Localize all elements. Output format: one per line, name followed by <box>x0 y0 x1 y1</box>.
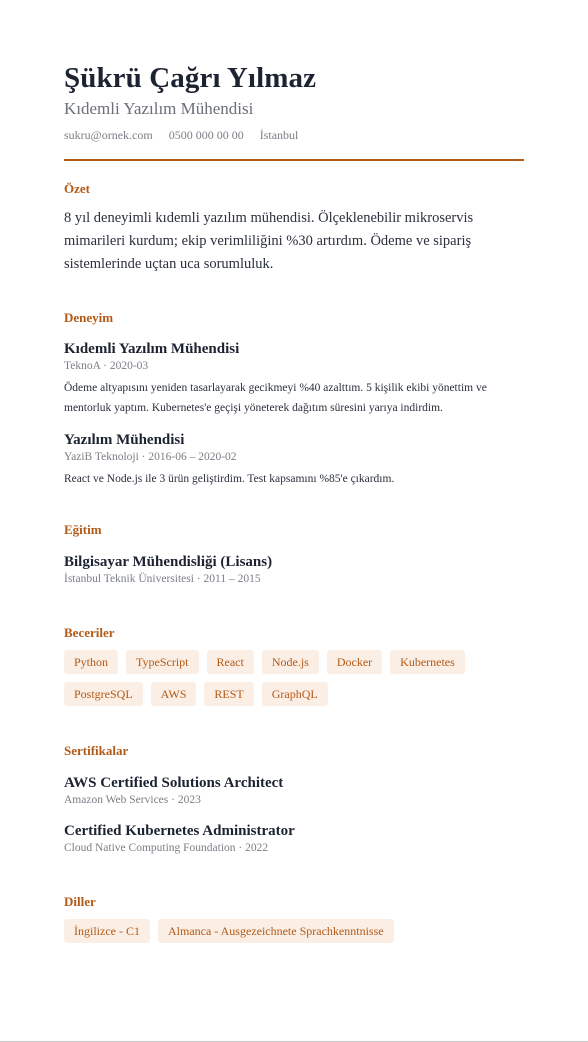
summary-heading: Özet <box>64 181 90 196</box>
languages-list <box>64 919 524 943</box>
summary-section <box>64 181 524 276</box>
summary-text: 8 yıl deneyimli kıdemli yazılım mühendisi. Ölçeklenebilir mikroservis mimarileri kurdum; ekip verimliliğini %30 artırdım. Ödeme ve sipariş sistemlerinde uçtan uca sorumluluk. <box>64 210 474 272</box>
skill-chip: PostgreSQL <box>64 682 143 706</box>
skill-chip: Node.js <box>262 650 319 674</box>
experience-role: Yazılım Mühendisi <box>64 432 185 448</box>
job-title: Kıdemli Yazılım Mühendisi <box>64 99 254 118</box>
experience-description: React ve Node.js ile 3 ürün geliştirdim. Test kapsamını %85'e çıkardım. <box>64 473 395 485</box>
experience-meta: YaziB Teknoloji · 2016-06 – 2020-02 <box>64 451 237 463</box>
experience-item <box>64 431 524 490</box>
contact-email: sukru@ornek.com <box>64 128 153 142</box>
experience-section <box>64 310 524 490</box>
contact-line <box>64 128 524 142</box>
contact-location: İstanbul <box>259 128 299 142</box>
certification-item <box>64 822 524 856</box>
experience-heading: Deneyim <box>64 310 114 325</box>
languages-section <box>64 894 524 943</box>
skill-chip: Docker <box>327 650 382 674</box>
certification-meta: Amazon Web Services · 2023 <box>64 793 201 806</box>
certification-name: Certified Kubernetes Administrator <box>64 822 295 839</box>
experience-role: Kıdemli Yazılım Mühendisi <box>64 341 240 357</box>
skill-chip: Python <box>64 650 118 674</box>
education-section <box>64 522 524 587</box>
experience-item <box>64 340 524 418</box>
resume <box>64 60 524 943</box>
skill-chip: React <box>207 650 254 674</box>
certification-meta: Cloud Native Computing Foundation · 2022 <box>64 841 269 854</box>
skill-chip: REST <box>204 682 253 706</box>
skill-chip: GraphQL <box>262 682 328 706</box>
language-chip: Almanca - Ausgezeichnete Sprachkenntnisse <box>158 919 394 943</box>
education-degree: Bilgisayar Mühendisliği (Lisans) <box>64 553 273 570</box>
certification-name: AWS Certified Solutions Architect <box>64 774 284 791</box>
experience-meta: TeknoA · 2020-03 <box>64 360 149 372</box>
education-meta: İstanbul Teknik Üniversitesi · 2011 – 2015 <box>64 572 261 585</box>
skills-list <box>64 650 524 706</box>
skill-chip: Kubernetes <box>390 650 465 674</box>
education-item <box>64 553 524 587</box>
person-name: Şükrü Çağrı Yılmaz <box>64 62 317 94</box>
experience-description: Ödeme altyapısını yeniden tasarlayarak gecikmeyi %40 azalttım. 5 kişilik ekibi yönettim ve mentorluk yaptım. Kubernetes'e geçişi yöneterek dağıtım süresini yarıya indirdim. <box>64 382 487 414</box>
certifications-heading: Sertifikalar <box>64 742 129 758</box>
skills-heading: Beceriler <box>64 624 115 640</box>
skill-chip: AWS <box>151 682 197 706</box>
certification-item <box>64 774 524 808</box>
languages-heading: Diller <box>64 893 96 909</box>
header-divider <box>64 159 524 161</box>
resume-header <box>64 60 524 161</box>
language-chip: İngilizce - C1 <box>64 919 150 943</box>
skill-chip: TypeScript <box>126 650 198 674</box>
education-heading: Eğitim <box>64 521 102 537</box>
certifications-section <box>64 743 524 856</box>
skills-section <box>64 625 524 706</box>
contact-phone: 0500 000 00 00 <box>168 128 244 142</box>
